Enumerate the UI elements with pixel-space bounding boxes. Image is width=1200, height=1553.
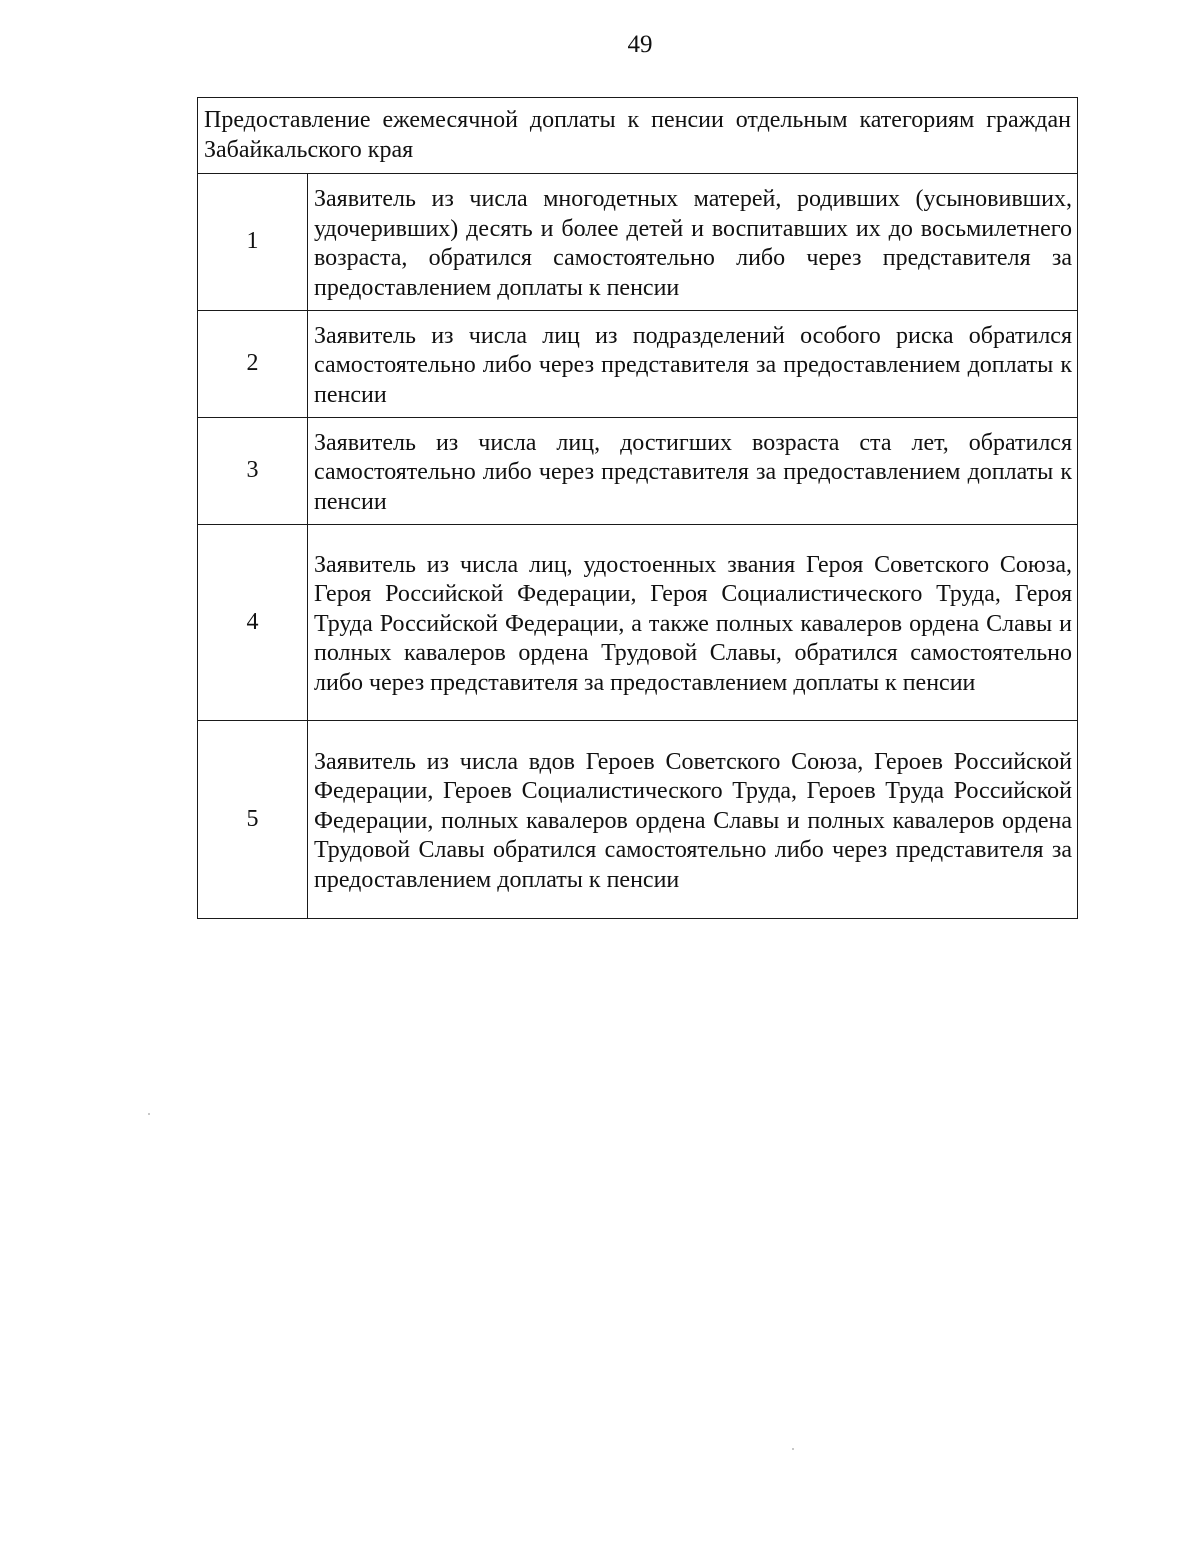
table-header-title: Предоставление ежемесячной доплаты к пенсии отдельным категориям граждан Забайкальского края: [198, 98, 1078, 174]
row-number: 1: [198, 174, 308, 311]
table-row: [198, 721, 1078, 919]
scan-speck: [148, 1113, 150, 1115]
row-description: Заявитель из числа многодетных матерей, родивших (усыновивших, удочеривших) десять и более детей и воспитавших их до восьмилетнего возраста, обратился самостоятельно либо через представителя за предоставлением доплаты к пенсии: [308, 174, 1078, 311]
table-row: [198, 418, 1078, 525]
benefits-table: [197, 97, 1078, 919]
page-number: 49: [627, 31, 653, 58]
table-row: [198, 525, 1078, 721]
row-number: 2: [198, 311, 308, 418]
row-number: 5: [198, 721, 308, 919]
scan-speck: [792, 1448, 794, 1450]
table-row: [198, 311, 1078, 418]
table-row: [198, 174, 1078, 311]
row-description: Заявитель из числа лиц из подразделений особого риска обратился самостоятельно либо через представителя за предоставлением доплаты к пенсии: [308, 311, 1078, 418]
table-header-row: [198, 98, 1078, 174]
row-number: 4: [198, 525, 308, 721]
row-description: Заявитель из числа лиц, удостоенных звания Героя Советского Союза, Героя Российской Федерации, Героя Социалистического Труда, Героя Труда Российской Федерации, а также полных кавалеров ордена Славы и полных кавалеров ордена Трудовой Славы, обратился самостоятельно либо через представителя за предоставлением доплаты к пенсии: [308, 525, 1078, 721]
row-description: Заявитель из числа лиц, достигших возраста ста лет, обратился самостоятельно либо через представителя за предоставлением доплаты к пенсии: [308, 418, 1078, 525]
row-description: Заявитель из числа вдов Героев Советского Союза, Героев Российской Федерации, Героев Социалистического Труда, Героев Труда Российской Федерации, полных кавалеров ордена Славы и полных кавалеров ордена Трудовой Славы обратился самостоятельно либо через представителя за предоставлением доплаты к пенсии: [308, 721, 1078, 919]
row-number: 3: [198, 418, 308, 525]
